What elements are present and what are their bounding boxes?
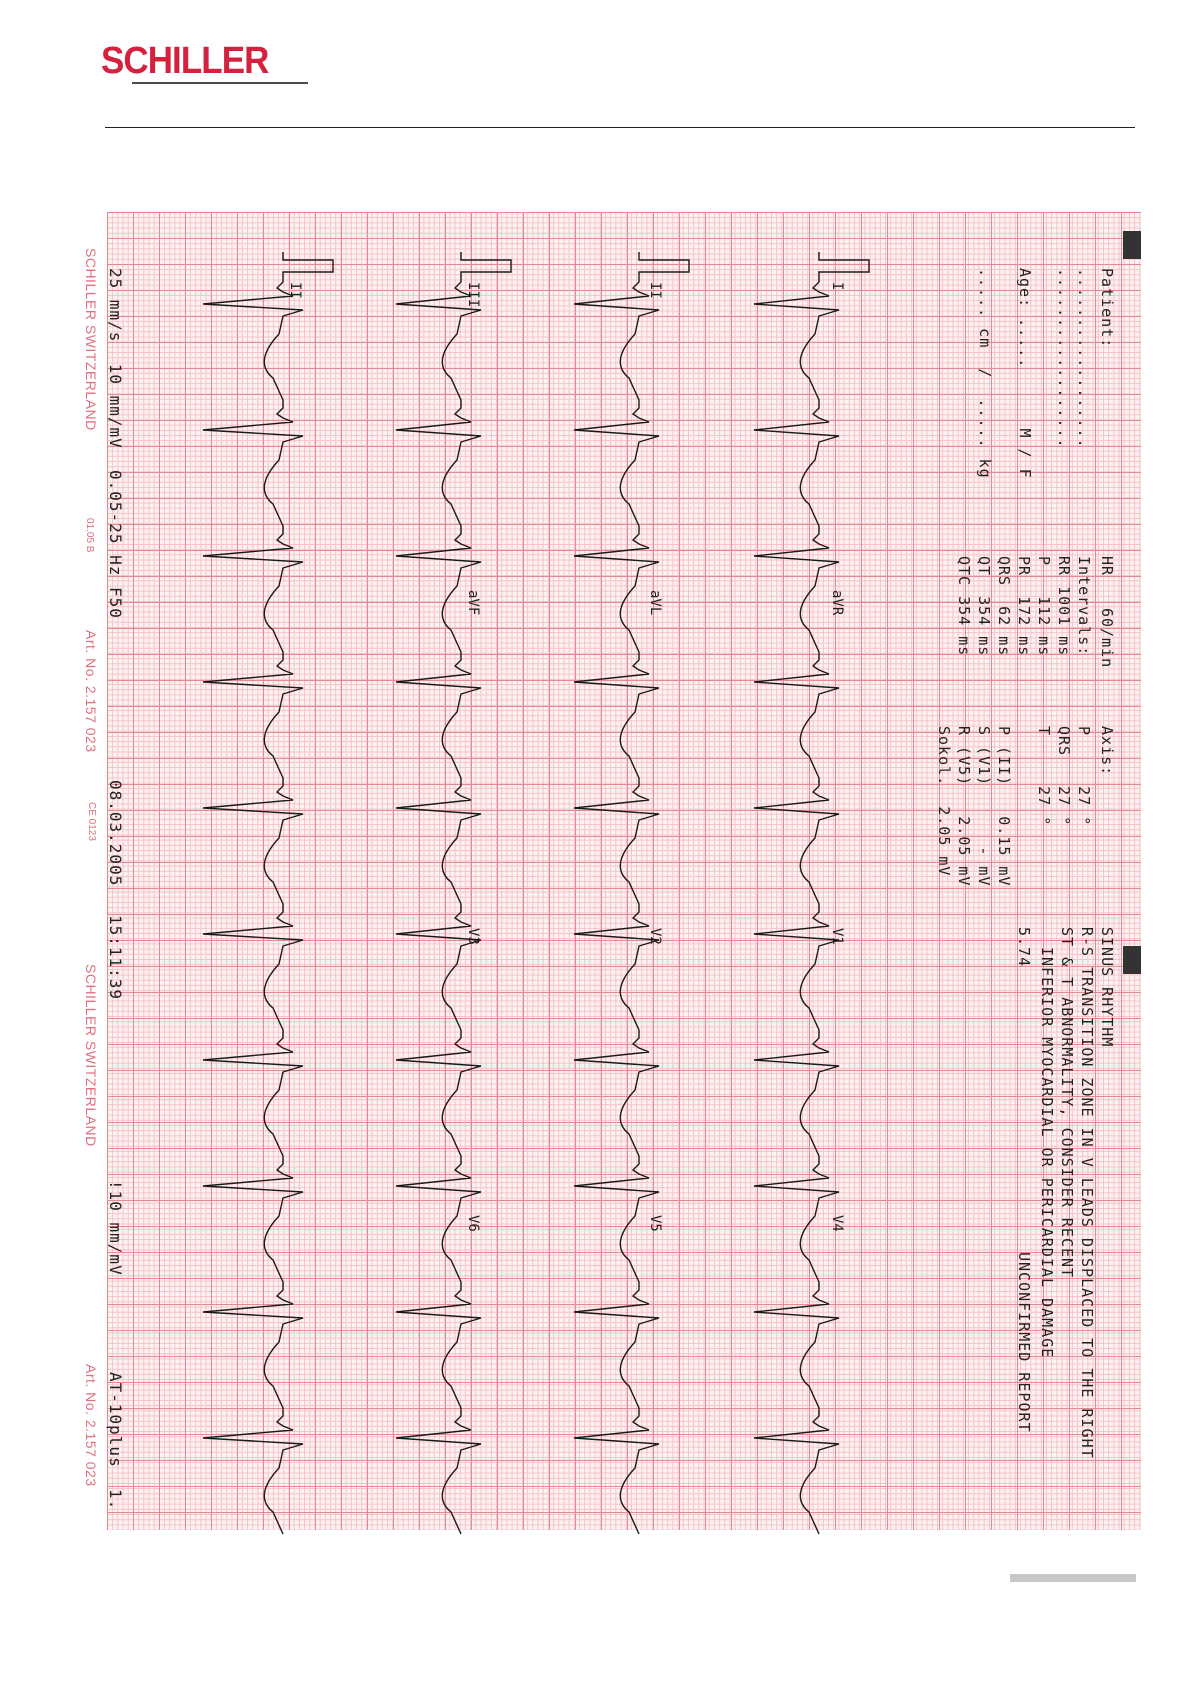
axis-t: T 27 ° — [1035, 726, 1053, 827]
age-line: Age: ..... M / F — [1016, 268, 1034, 479]
amp-r-v5: R (V5) 2.05 mV — [955, 726, 973, 887]
ecg-trace-row-3 — [396, 252, 511, 1534]
name-dots-2: .................. — [1055, 268, 1073, 449]
lead-label-i: I — [829, 282, 845, 291]
interpretation-line-1: SINUS RHYTHM — [1098, 927, 1116, 1048]
interval-pr: PR 172 ms — [1015, 556, 1033, 657]
patient-label: Patient: — [1098, 268, 1116, 349]
lead-label-v3: V3 — [465, 928, 481, 945]
axis-label: Axis: — [1098, 726, 1116, 777]
interval-qrs: QRS 62 ms — [995, 556, 1013, 657]
ecg-trace-row-1 — [754, 252, 869, 1534]
recording-date: 08.03.2005 — [106, 780, 125, 887]
interval-qtc: QTC 354 ms — [955, 556, 973, 657]
lead-label-avr: aVR — [829, 590, 845, 616]
footer-bar — [1010, 1574, 1136, 1582]
lead-label-ii-rhythm: II — [287, 282, 303, 299]
lead-label-avf: aVF — [465, 590, 481, 616]
interval-rr: RR 1001 ms — [1055, 556, 1073, 657]
header-rule — [105, 127, 1135, 128]
name-dots-1: .................. — [1075, 268, 1093, 449]
interval-p: P 112 ms — [1035, 556, 1053, 657]
logo-underline — [132, 82, 308, 84]
sokolow-index: Sokol. 2.05 mV — [935, 726, 953, 877]
size-line: ..... cm / ..... kg — [976, 268, 994, 479]
intervals-label: Intervals: — [1075, 556, 1093, 657]
paper-art-no-2: Art. No. 2.157 023 — [83, 1364, 99, 1487]
paper-maker-2: SCHILLER SWITZERLAND — [83, 964, 99, 1147]
device-model: AT-10plus 1. — [106, 1372, 125, 1511]
amp-p-ii: P (II) 0.15 mV — [995, 726, 1013, 887]
lead-label-v2: V2 — [647, 928, 663, 945]
axis-qrs: QRS 27 ° — [1055, 726, 1073, 827]
ecg-paper — [83, 212, 1141, 1530]
hr-label: HR — [1098, 556, 1116, 577]
unconfirmed-report: UNCONFIRMED REPORT — [1015, 1252, 1033, 1433]
ecg-traces — [107, 212, 1141, 1530]
paper-maker-1: SCHILLER SWITZERLAND — [83, 248, 99, 431]
sokolow-extra: 5.74 — [1015, 927, 1033, 968]
ce-mark: CE 0123 — [86, 802, 97, 841]
hr-value: 60/min — [1098, 608, 1116, 669]
interpretation-line-4: INFERIOR MYOCARDIAL OR PERICARDIAL DAMAGE — [1038, 947, 1056, 1359]
interpretation-line-3: ST & T ABNORMALITY, CONSIDER RECENT — [1058, 927, 1076, 1279]
chest-lead-gain: !10 mm/mV — [106, 1180, 125, 1276]
axis-p: P 27 ° — [1075, 726, 1093, 827]
lead-label-v1: V1 — [829, 928, 845, 945]
ecg-trace-row-4 — [203, 252, 333, 1534]
lead-label-avl: aVL — [647, 590, 663, 616]
paper-art-no-1: Art. No. 2.157 023 — [83, 630, 99, 753]
lead-label-v6: V6 — [465, 1215, 481, 1232]
ecg-trace-row-2 — [574, 252, 689, 1534]
recording-settings: 25 mm/s 10 mm/mV 0.05-25 Hz F50 — [106, 268, 125, 619]
interval-qt: QT 354 ms — [975, 556, 993, 657]
lead-label-v4: V4 — [829, 1215, 845, 1232]
amp-s-v1: S (V1) - mV — [975, 726, 993, 887]
lead-label-v5: V5 — [647, 1215, 663, 1232]
schiller-logo: SCHILLER — [101, 40, 269, 82]
paper-code: 01.05 B — [84, 518, 95, 553]
lead-label-ii: II — [647, 282, 663, 299]
recording-time: 15:11:39 — [106, 915, 125, 1001]
lead-label-iii: III — [465, 282, 481, 308]
interpretation-line-2: R-S TRANSITION ZONE IN V LEADS DISPLACED TO THE RIGHT — [1078, 927, 1096, 1459]
